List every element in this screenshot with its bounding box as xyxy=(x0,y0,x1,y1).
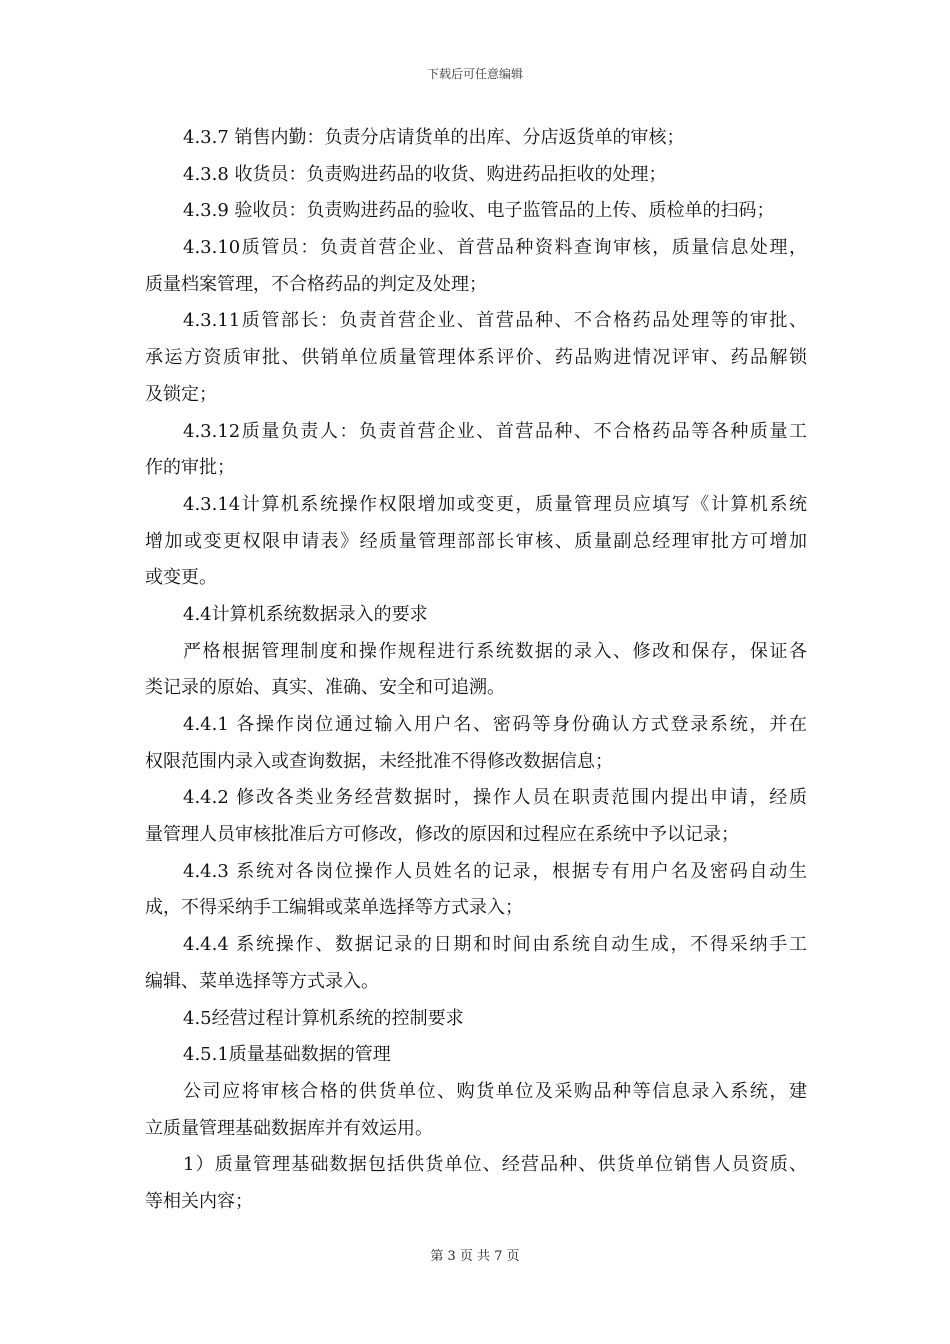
text-line: 类记录的原始、真实、准确、安全和可追溯。 xyxy=(145,677,505,699)
text-line: 成，不得采纳手工编辑或菜单选择等方式录入； xyxy=(145,897,523,919)
page-header: 下载后可任意编辑 xyxy=(426,67,523,81)
text-line: 4.3.11质管部长：负责首营企业、首营品种、不合格药品处理等的审批、 xyxy=(183,310,807,332)
text-line: 立质量管理基础数据库并有效运用。 xyxy=(145,1117,433,1139)
text-line: 公司应将审核合格的供货单位、购货单位及采购品种等信息录入系统，建 xyxy=(183,1080,807,1102)
text-line: 量管理人员审核批准后方可修改，修改的原因和过程应在系统中予以记录； xyxy=(145,824,739,846)
text-line: 4.4计算机系统数据录入的要求 xyxy=(183,603,428,625)
text-line: 等相关内容； xyxy=(145,1190,253,1212)
text-line: 4.3.9 验收员：负责购进药品的验收、电子监管品的上传、质检单的扫码； xyxy=(183,200,775,222)
document-body xyxy=(145,120,807,1221)
text-line: 4.4.3 系统对各岗位操作人员姓名的记录，根据专有用户名及密码自动生 xyxy=(183,860,807,882)
page-footer: 第 3 页 共 7 页 xyxy=(430,1249,520,1264)
text-line: 权限范围内录入或查询数据，未经批准不得修改数据信息； xyxy=(145,750,613,772)
text-line: 4.3.7 销售内勤：负责分店请货单的出库、分店返货单的审核； xyxy=(183,127,685,148)
text-line: 4.3.14计算机系统操作权限增加或变更，质量管理员应填写《计算机系统 xyxy=(183,493,807,515)
text-line: 及锁定； xyxy=(145,383,217,405)
text-line: 或变更。 xyxy=(145,567,217,589)
text-line: 4.5.1质量基础数据的管理 xyxy=(183,1044,391,1066)
text-line: 增加或变更权限申请表》经质量管理部部长审核、质量副总经理审批方可增加 xyxy=(145,530,807,552)
text-line: 4.5经营过程计算机系统的控制要求 xyxy=(183,1007,464,1029)
text-line: 4.4.2 修改各类业务经营数据时，操作人员在职责范围内提出申请，经质 xyxy=(183,787,807,809)
text-line: 作的审批； xyxy=(145,457,235,479)
text-line: 4.4.4 系统操作、数据记录的日期和时间由系统自动生成，不得采纳手工 xyxy=(183,934,807,956)
text-line: 质量档案管理，不合格药品的判定及处理； xyxy=(145,273,487,295)
text-line: 1）质量管理基础数据包括供货单位、经营品种、供货单位销售人员资质、 xyxy=(183,1154,807,1176)
text-line: 编辑、菜单选择等方式录入。 xyxy=(145,970,379,992)
text-line: 承运方资质审批、供销单位质量管理体系评价、药品购进情况评审、药品解锁 xyxy=(145,347,807,369)
text-line: 4.4.1 各操作岗位通过输入用户名、密码等身份确认方式登录系统，并在 xyxy=(183,714,807,735)
text-line: 严格根据管理制度和操作规程进行系统数据的录入、修改和保存，保证各 xyxy=(183,640,807,662)
text-line: 4.3.8 收货员：负责购进药品的收货、购进药品拒收的处理； xyxy=(183,163,667,185)
text-line: 4.3.10质管员：负责首营企业、首营品种资料查询审核，质量信息处理， xyxy=(183,237,807,259)
text-line: 4.3.12质量负责人：负责首营企业、首营品种、不合格药品等各种质量工 xyxy=(183,420,807,442)
